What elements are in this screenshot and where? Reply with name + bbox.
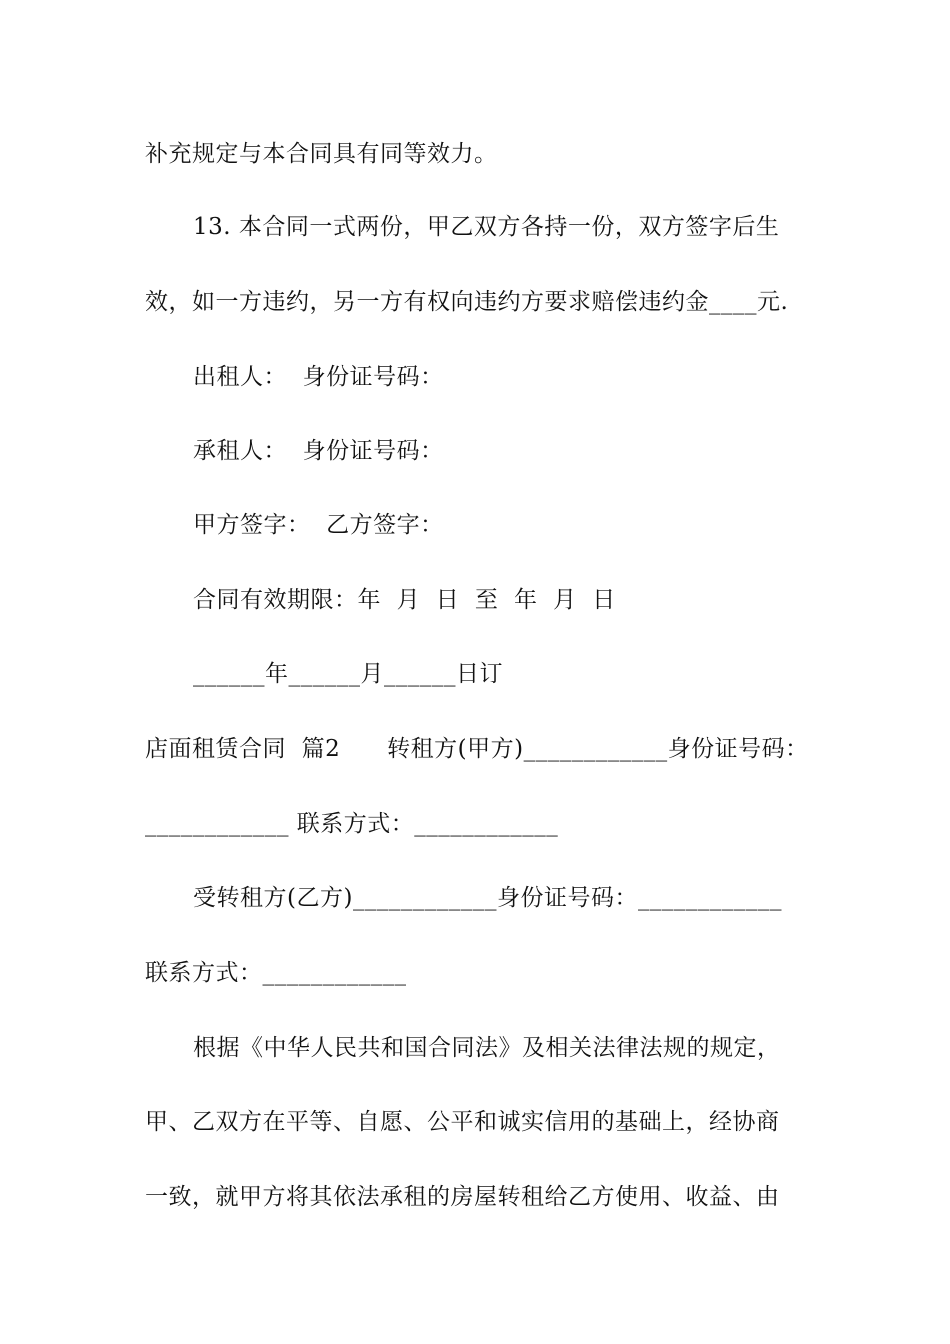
text-line-sublessee-contact: 联系方式：____________ xyxy=(145,960,407,986)
text-line-signatures: 甲方签字： 乙方签字： xyxy=(193,512,444,538)
text-line-lessor: 出租人： 身份证号码： xyxy=(193,364,444,390)
text-line-validity: 合同有效期限：年 月 日 至 年 月 日 xyxy=(193,587,616,613)
text-line-agreement: 一致，就甲方将其依法承租的房屋转租给乙方使用、收益、由 xyxy=(145,1184,780,1210)
text-line-clause-13: 13. 本合同一式两份，甲乙双方各持一份，双方签字后生 xyxy=(193,214,780,240)
text-line-supplement: 补充规定与本合同具有同等效力。 xyxy=(145,141,498,167)
text-line-penalty: 效，如一方违约，另一方有权向违约方要求赔偿违约金____元. xyxy=(145,289,789,315)
text-line-principles: 甲、乙双方在平等、自愿、公平和诚实信用的基础上，经协商 xyxy=(145,1109,780,1135)
text-line-legal-basis: 根据《中华人民共和国合同法》及相关法律法规的规定， xyxy=(193,1035,781,1061)
text-line-lessee: 承租人： 身份证号码： xyxy=(193,438,444,464)
text-line-date: ______年______月______日订 xyxy=(193,661,503,687)
text-line-contact: ____________ 联系方式：____________ xyxy=(145,811,559,837)
text-line-title-sublessor: 店面租赁合同 篇2 转租方(甲方)____________身份证号码： xyxy=(145,736,809,762)
text-line-sublessee: 受转租方(乙方)____________身份证号码：____________ xyxy=(193,885,782,911)
